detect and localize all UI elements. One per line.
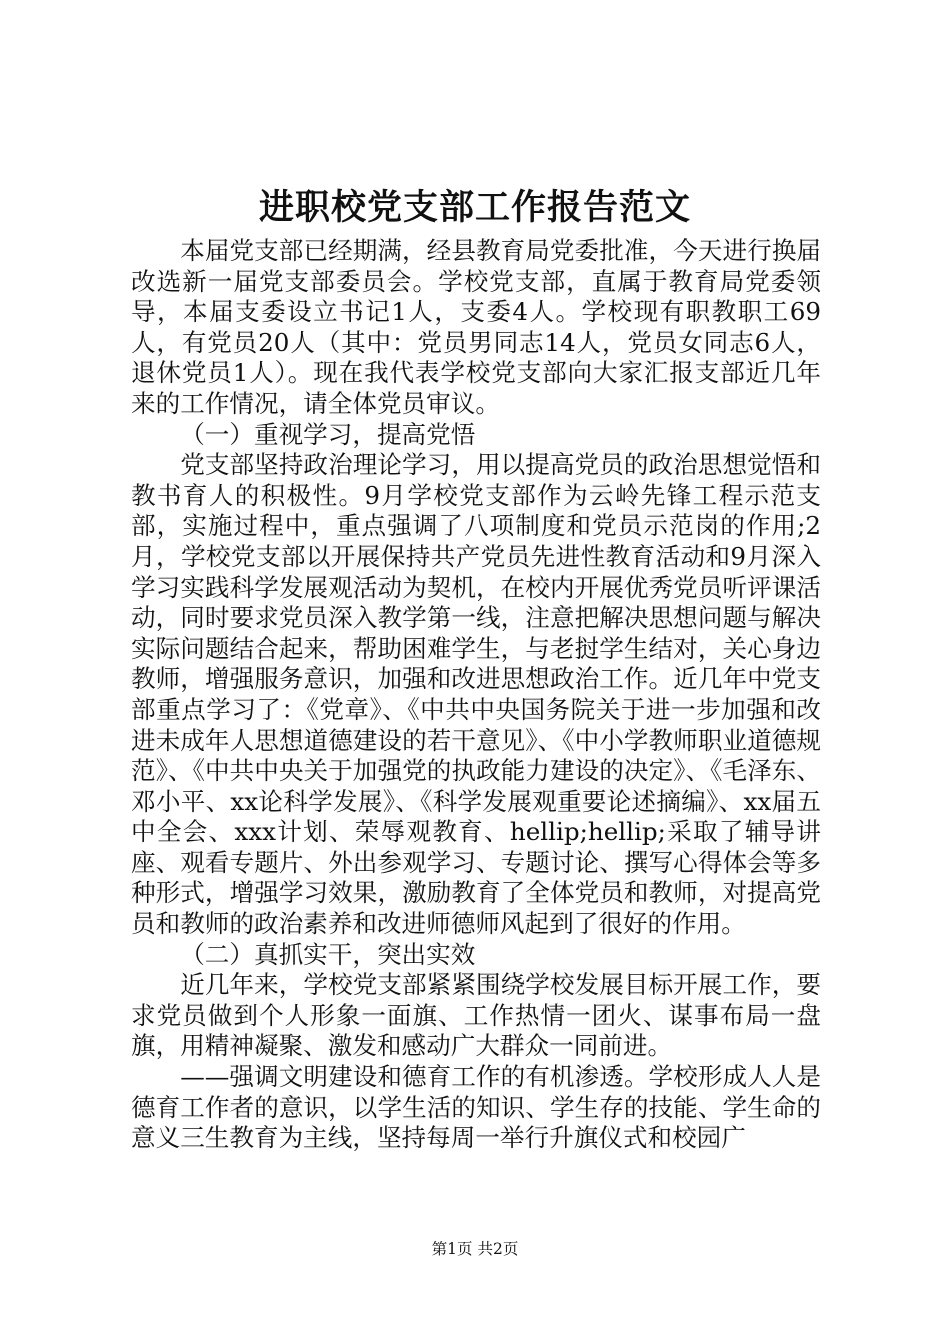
- section-heading: （一）重视学习，提高党悟: [180, 419, 476, 449]
- document-body: [131, 236, 821, 1154]
- document-title: 进职校党支部工作报告范文: [258, 187, 691, 228]
- body-paragraph: 近几年来，学校党支部紧紧围绕学校发展目标开展工作，要求党员做到个人形象一面旗、工作热情一团火、谋事布局一盘旗，用精神凝聚、激发和感动广大群众一同前进。: [131, 970, 821, 1061]
- body-paragraph: 党支部坚持政治理论学习，用以提高党员的政治思想觉悟和教书育人的积极性。9月学校党支部作为云岭先锋工程示范支部，实施过程中，重点强调了八项制度和党员示范岗的作用;2月，学校党支部以开展保持共产党员先进性教育活动和9月深入学习实践科学发展观活动为契机，在校内开展优秀党员听评课活动，同时要求党员深入教学第一线，注意把解决思想问题与解决实际问题结合起来，帮助困难学生，与老挝学生结对，关心身边教师，增强服务意识，加强和改进思想政治工作。近几年中党支部重点学习了：《党章》、《中共中央国务院关于进一步加强和改进未成年人思想道德建设的若干意见》、《中小学教师职业道德规范》、《中共中央关于加强党的执政能力建设的决定》、《毛泽东、邓小平、xx论科学发展》、《科学发展观重要论述摘编》、xx届五中全会、xxx计划、荣辱观教育、hellip;hellip;采取了辅导讲座、观看专题片、外出参观学习、专题讨论、撰写心得体会等多种形式，增强学习效果，激励教育了全体党员和教师，对提高党员和教师的政治素养和改进师德师风起到了很好的作用。: [131, 450, 821, 939]
- section-heading: （二）真抓实干，突出实效: [180, 939, 476, 969]
- page-number-footer: 第1页 共2页: [431, 1240, 519, 1258]
- body-paragraph: 本届党支部已经期满，经县教育局党委批准，今天进行换届改选新一届党支部委员会。学校党支部，直属于教育局党委领导，本届支委设立书记1人，支委4人。学校现有职教职工69人，有党员20人（其中：党员男同志14人，党员女同志6人，退休党员1人）。现在我代表学校党支部向大家汇报支部近几年来的工作情况，请全体党员审议。: [131, 236, 821, 418]
- body-paragraph: ——强调文明建设和德育工作的有机渗透。学校形成人人是德育工作者的意识，以学生活的知识、学生存的技能、学生命的意义三生教育为主线，坚持每周一举行升旗仪式和校园广: [131, 1062, 821, 1153]
